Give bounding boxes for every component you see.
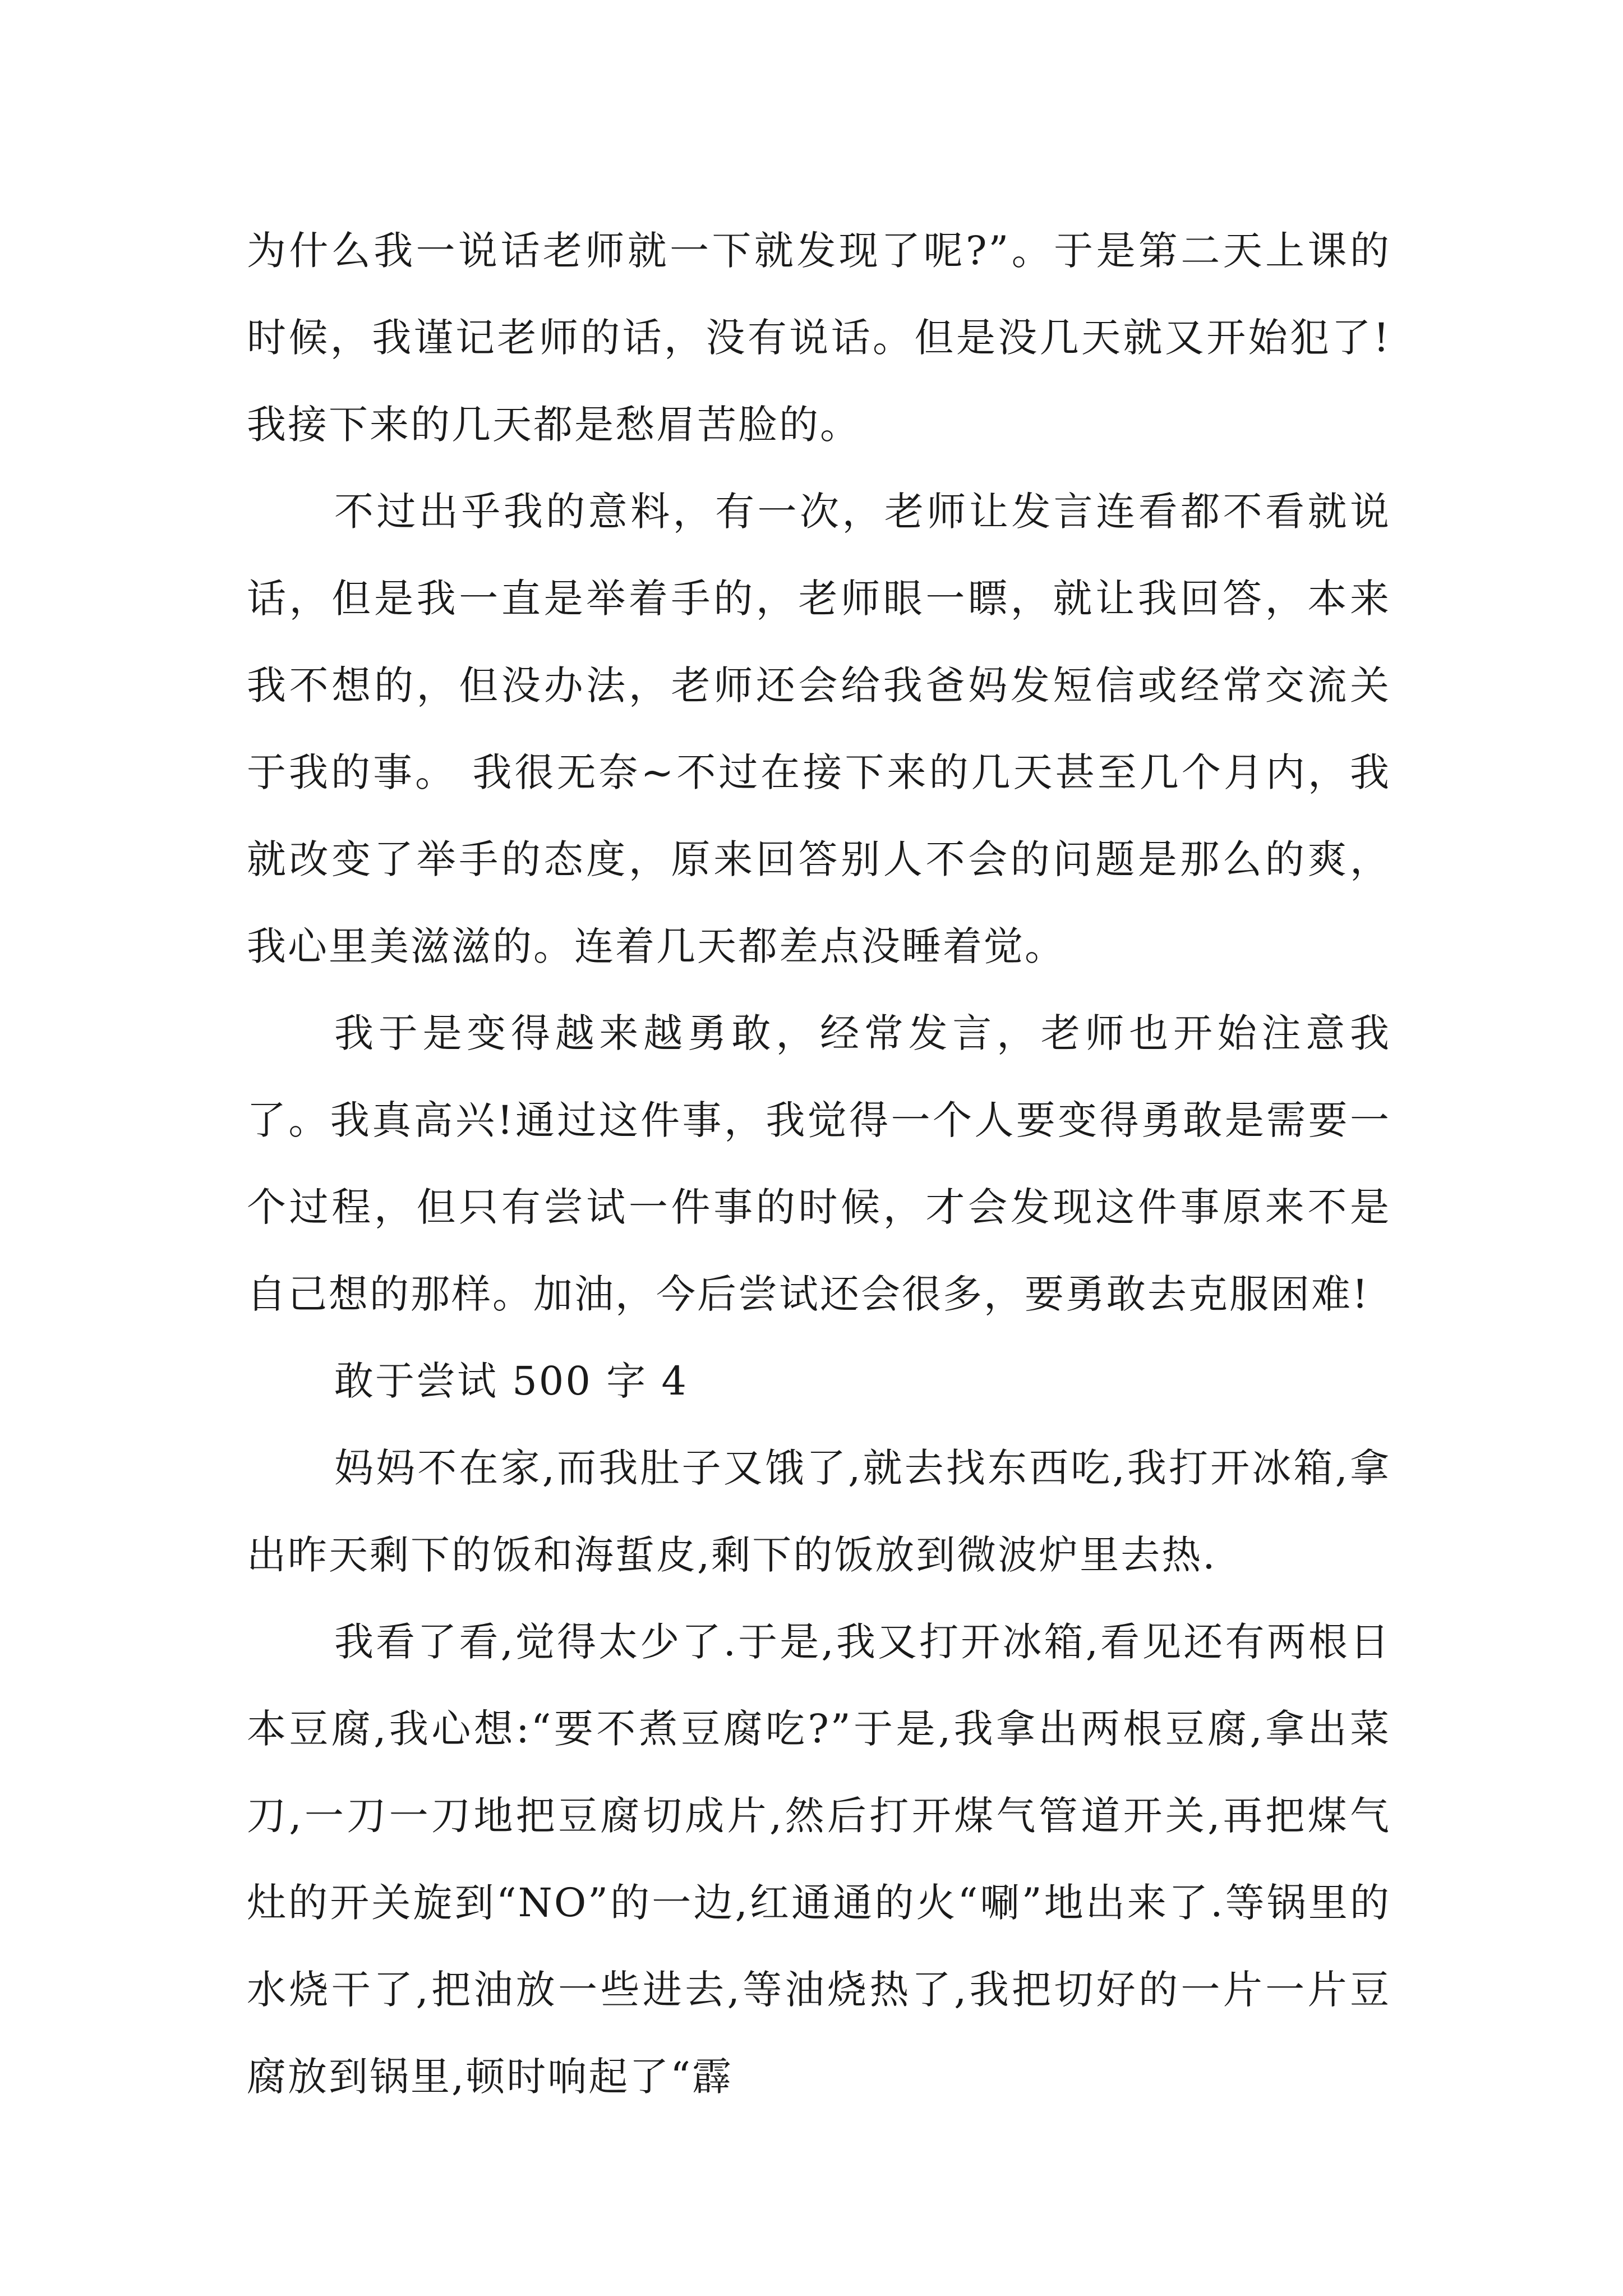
paragraph-hungry-at-home: 妈妈不在家,而我肚子又饿了,就去找东西吃,我打开冰箱,拿出昨天剩下的饭和海蜇皮,剩下的饭放到微波炉里去热. [247,1445,1391,1578]
paragraph-answering-question: 不过出乎我的意料，有一次，老师让发言连看都不看就说话，但是我一直是举着手的，老师眼一瞟，就让我回答，本来我不想的，但没办法，老师还会给我爸妈发短信或经常交流关于我的事。 我很无奈~不过在接下来的几天甚至几个月内，我就改变了举手的态度，原来回答别人不会的问题是那么的爽，我心里美滋滋的。连着几天都差点没睡着觉。 [247,489,1391,969]
paragraph-cooking-tofu: 我看了看,觉得太少了.于是,我又打开冰箱,看见还有两根日本豆腐,我心想:“要不煮豆腐吃?”于是,我拿出两根豆腐,拿出菜刀,一刀一刀地把豆腐切成片,然后打开煤气管道开关,再把煤气灶的开关旋到“NO”的一边,红通通的火“唰”地出来了.等锅里的水烧干了,把油放一些进去,等油烧热了,我把切好的一片一片豆腐放到锅里,顿时响起了“霹 [247,1619,1391,2100]
section-heading: 敢于尝试 500 字 4 [334,1358,688,1404]
document-body [247,208,1391,2120]
paragraph-becoming-brave: 我于是变得越来越勇敢，经常发言，老师也开始注意我了。我真高兴!通过这件事，我觉得一个人要变得勇敢是需要一个过程，但只有尝试一件事的时候，才会发现这件事原来不是自己想的那样。加油，今后尝试还会很多，要勇敢去克服困难! [247,1010,1391,1317]
paragraph-continuation: 为什么我一说话老师就一下就发现了呢?”。于是第二天上课的时候，我谨记老师的话，没有说话。但是没几天就又开始犯了!我接下来的几天都是愁眉苦脸的。 [247,228,1391,448]
